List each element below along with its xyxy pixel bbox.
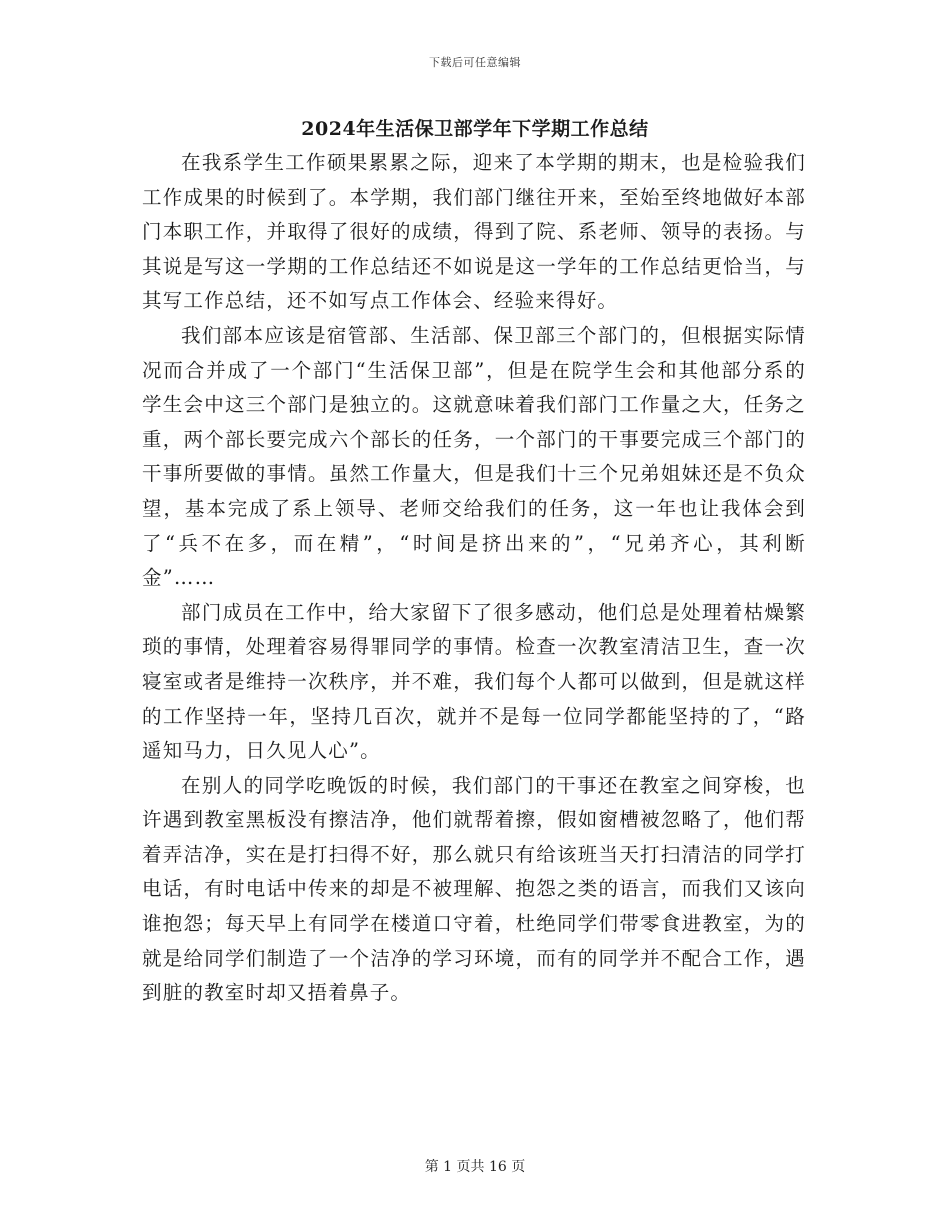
paragraph-1: 在我系学生工作硕果累累之际，迎来了本学期的期末，也是检验我们工作成果的时候到了。本学期，我们部门继往开来，至始至终地做好本部门本职工作，并取得了很好的成绩，得到了院、系老师、领导的表扬。与其说是写这一学期的工作总结还不如说是这一学年的工作总结更恰当，与其写工作总结，还不如写点工作体会、经验来得好。 bbox=[142, 151, 806, 313]
document-body bbox=[142, 146, 806, 1011]
paragraph-4: 在别人的同学吃晚饭的时候，我们部门的干事还在教室之间穿梭，也许遇到教室黑板没有擦洁净，他们就帮着擦，假如窗槽被忽略了，他们帮着弄洁净，实在是打扫得不好，那么就只有给该班当天打扫清洁的同学打电话，有时电话中传来的却是不被理解、抱怨之类的语言，而我们又该向谁抱怨；每天早上有同学在楼道口守着，杜绝同学们带零食进教室，为的就是给同学们制造了一个洁净的学习环境，而有的同学并不配合工作，遇到脏的教室时却又捂着鼻子。 bbox=[142, 773, 806, 1005]
paragraph-2: 我们部本应该是宿管部、生活部、保卫部三个部门的，但根据实际情况而合并成了一个部门“生活保卫部”，但是在院学生会和其他部分系的学生会中这三个部门是独立的。这就意味着我们部门工作量之大，任务之重，两个部长要完成六个部长的任务，一个部门的干事要完成三个部门的干事所要做的事情。虽然工作量大，但是我们十三个兄弟姐妹还是不负众望，基本完成了系上领导、老师交给我们的任务，这一年也让我体会到了“兵不在多，而在精”，“时间是挤出来的”，“兄弟齐心，其利断金”…… bbox=[142, 323, 806, 590]
page-number: 第 1 页共 16 页 bbox=[424, 1159, 526, 1175]
document-title: 2024年生活保卫部学年下学期工作总结 bbox=[301, 118, 649, 140]
paragraph-3: 部门成员在工作中，给大家留下了很多感动，他们总是处理着枯燥繁琐的事情，处理着容易得罪同学的事情。检查一次教室清洁卫生，查一次寝室或者是维持一次秩序，并不难，我们每个人都可以做到，但是就这样的工作坚持一年，坚持几百次，就并不是每一位同学都能坚持的了，“路遥知马力，日久见人心”。 bbox=[142, 600, 806, 763]
page-header-note: 下载后可任意编辑 bbox=[429, 56, 521, 69]
